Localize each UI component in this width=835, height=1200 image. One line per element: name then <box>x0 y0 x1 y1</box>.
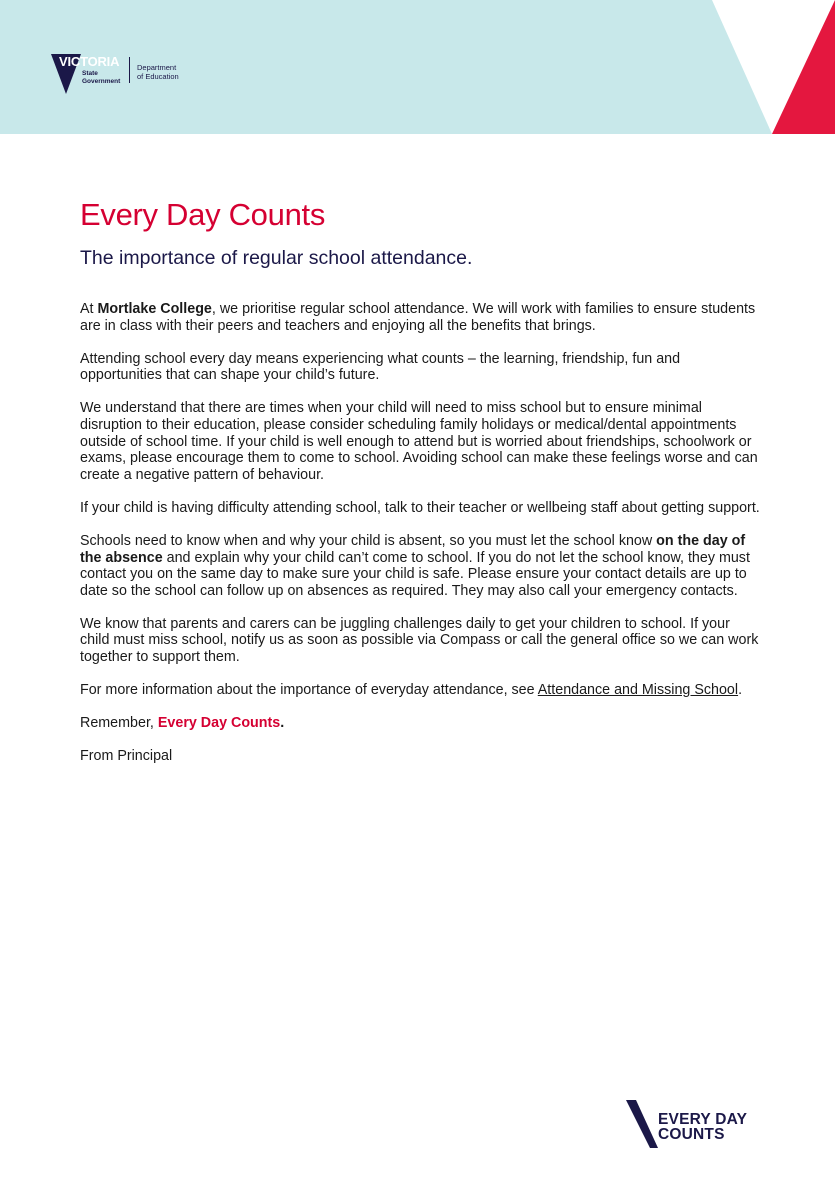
paragraph-remember-post: . <box>280 715 285 732</box>
logo-state-text <box>82 70 122 86</box>
paragraph-more-info-pre: For more information about the importance of everyday attendance, see <box>80 682 538 699</box>
paragraph-absence-pre: Schools need to know when and why your child is absent, so you must let the school know <box>80 532 657 549</box>
footer-logo-line2: COUNTS <box>658 1126 725 1143</box>
paragraph-parents: We know that parents and carers can be juggling challenges daily to get your children to school. If your child must miss school, notify us as soon as possible via Compass or call the general office so we can work together to support them. <box>80 615 759 665</box>
paragraph-intro-post: , we prioritise regular school attendance. We will work with families to ensure students are in class with their peers and teachers and enjoying all the benefits that brings. <box>80 301 756 334</box>
paragraph-difficulty: If your child is having difficulty attending school, talk to their teacher or wellbeing staff about getting support. <box>80 499 760 516</box>
page-subtitle: The importance of regular school attendance. <box>80 247 473 269</box>
signoff: From Principal <box>80 748 173 765</box>
logo-state-line2: Government <box>82 78 121 85</box>
header-band <box>0 0 835 134</box>
logo-divider <box>129 57 130 83</box>
paragraph-more-info-post: . <box>738 682 743 699</box>
paragraph-intro <box>80 301 760 334</box>
victoria-government-logo <box>51 54 201 96</box>
every-day-counts-logo <box>624 1098 764 1150</box>
dept-line1: Department <box>137 63 177 72</box>
paragraph-remember-pre: Remember, <box>80 715 158 732</box>
page-title: Every Day Counts <box>80 197 326 232</box>
logo-word: VICTORIA <box>59 54 120 69</box>
attendance-link[interactable]: Attendance and Missing School <box>537 682 739 699</box>
paragraph-remember <box>80 715 760 732</box>
paragraph-absence-bold: on the day of the absence <box>80 532 746 566</box>
paragraph-attending: Attending school every day means experiencing what counts – the learning, friendship, fun and opportunities that can shape your child’s future. <box>80 350 681 384</box>
department-text <box>137 63 197 81</box>
paragraph-understand: We understand that there are times when your child will need to miss school but to ensure minimal disruption to their education, please consider scheduling family holidays or medical/dental appointments outside of school time. If your child is well enough to attend but is worried about friendships, schoolwork or exams, please encourage them to come to school. Avoiding school can make these feelings worse and can create a negative pattern of behaviour. <box>80 400 758 483</box>
every-day-counts-highlight: Every Day Counts <box>157 715 281 732</box>
dept-line2: of Education <box>137 72 179 81</box>
paragraph-absence <box>80 533 760 599</box>
paragraph-absence-post: and explain why your child can’t come to school. If you do not let the school know, they must contact you on the same day to make sure your child is safe. Please ensure your contact details are up to date so the school can follow up on absences as required. They may also call your emergency contacts. <box>80 549 750 599</box>
letter-body <box>80 196 760 765</box>
paragraph-more-info <box>80 682 760 699</box>
logo-state-line1: State <box>82 70 98 77</box>
footer-logo-line1: EVERY DAY <box>658 1111 748 1128</box>
school-name: Mortlake College <box>97 301 212 317</box>
slash-mark-icon <box>624 1098 658 1150</box>
paragraph-intro-pre: At <box>80 301 98 317</box>
